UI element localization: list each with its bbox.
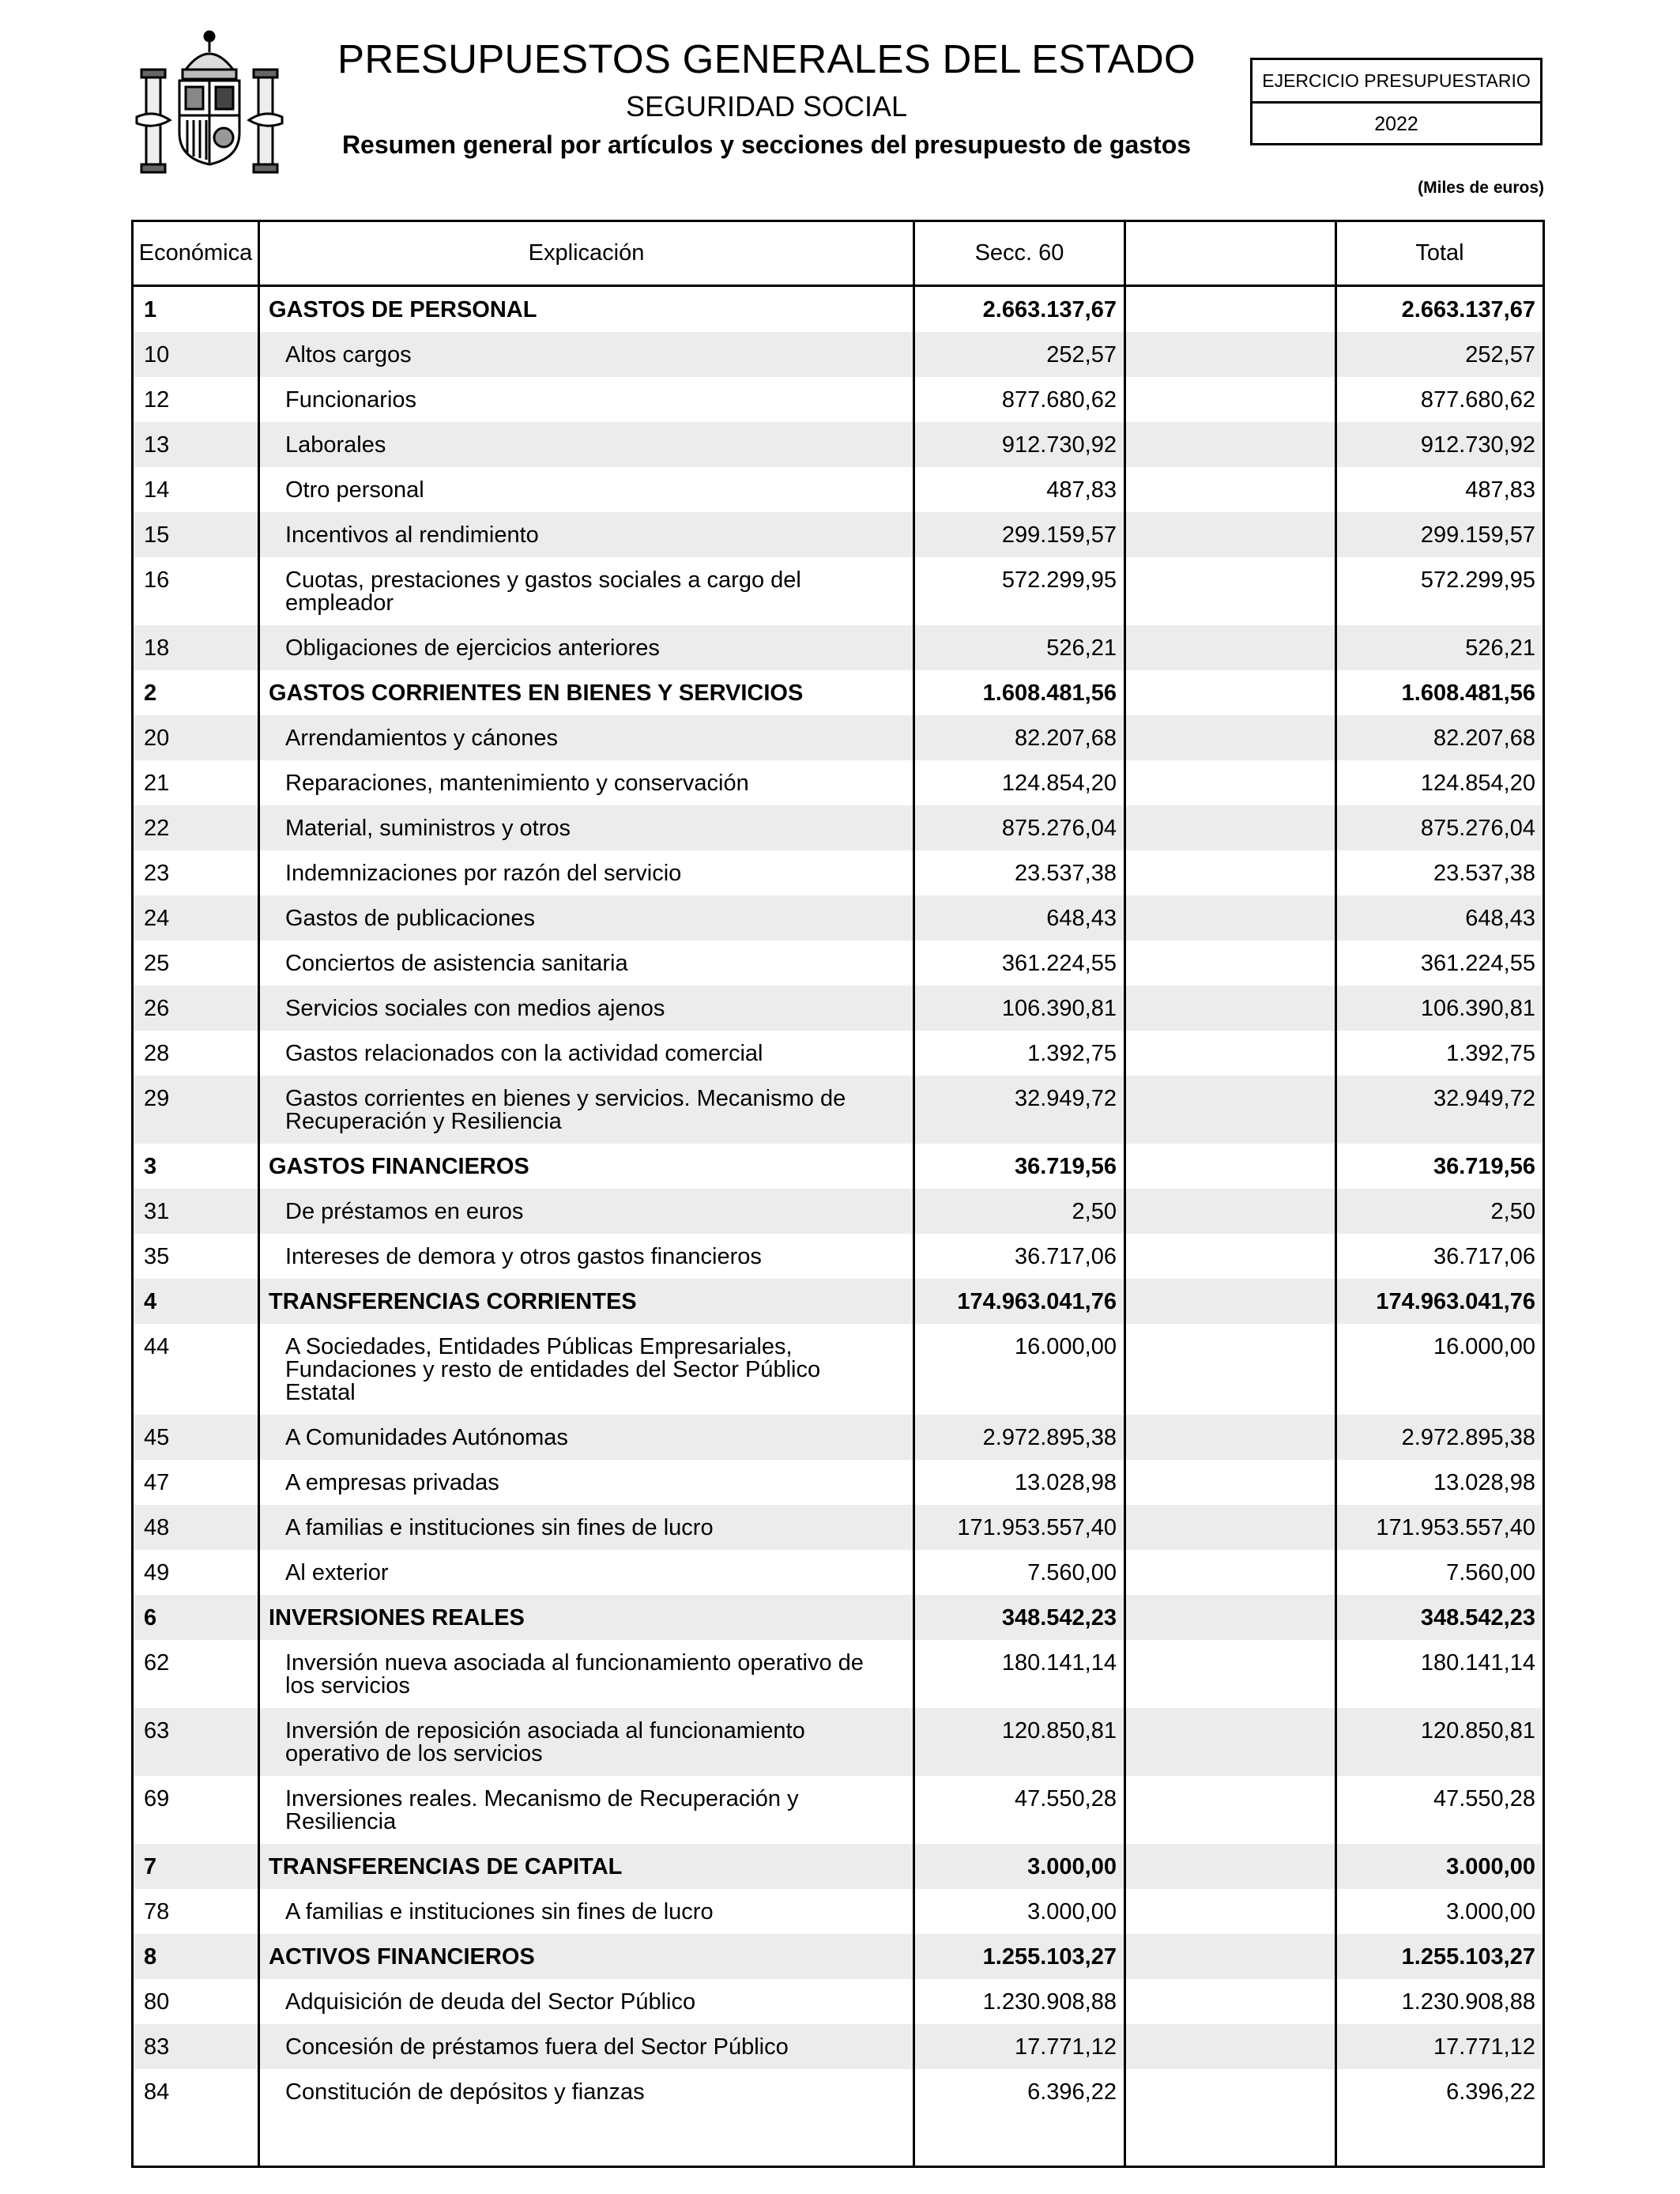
table-row: [134, 625, 1543, 670]
table-row: [134, 1324, 1543, 1415]
row-code: 78: [144, 1899, 170, 1924]
table-row-chapter: [134, 1844, 1543, 1889]
table-row: [134, 941, 1543, 986]
row-section-60-value: 6.396,22: [1027, 2079, 1117, 2105]
table-row: [134, 1640, 1543, 1708]
row-total-value: 180.141,14: [1420, 1650, 1535, 1676]
row-description: Conciertos de asistencia sanitaria: [285, 951, 628, 976]
table-row: [134, 850, 1543, 895]
row-description: Laborales: [285, 432, 386, 458]
row-code: 69: [144, 1786, 170, 1811]
row-total-value: 36.717,06: [1433, 1244, 1535, 1269]
table-row: [134, 1979, 1543, 2024]
row-total-value: 526,21: [1465, 635, 1535, 661]
row-description: INVERSIONES REALES: [269, 1605, 525, 1630]
row-section-60-value: 877.680,62: [1001, 387, 1117, 413]
row-section-60-value: 17.771,12: [1014, 2034, 1117, 2060]
table-row: [134, 805, 1543, 850]
table-row: [134, 760, 1543, 805]
row-description: Gastos corrientes en bienes y servicios. Mecanismo de Recuperación y Resiliencia: [285, 1086, 846, 1134]
row-total-value: 13.028,98: [1433, 1470, 1535, 1495]
row-total-value: 120.850,81: [1420, 1718, 1535, 1744]
row-total-value: 82.207,68: [1433, 726, 1535, 751]
row-code: 62: [144, 1650, 170, 1676]
row-total-value: 17.771,12: [1433, 2034, 1535, 2060]
row-description: Incentivos al rendimiento: [285, 522, 539, 548]
row-description: Gastos relacionados con la actividad comercial: [285, 1041, 763, 1066]
table-row-chapter: [134, 670, 1543, 715]
row-code: 25: [144, 951, 170, 976]
row-total-value: 124.854,20: [1420, 771, 1535, 796]
row-total-value: 23.537,38: [1433, 861, 1535, 886]
row-description: Adquisición de deuda del Sector Público: [285, 1989, 696, 2015]
column-divider: [1124, 222, 1126, 2166]
table-row: [134, 2069, 1543, 2114]
row-code: 45: [144, 1425, 170, 1450]
table-row: [134, 1031, 1543, 1076]
row-total-value: 2,50: [1490, 1199, 1535, 1224]
row-section-60-value: 120.850,81: [1001, 1718, 1117, 1744]
row-code: 63: [144, 1718, 170, 1744]
exercise-box: [1250, 58, 1543, 145]
row-code: 28: [144, 1041, 170, 1066]
document-header: [332, 32, 1201, 160]
row-total-value: 648,43: [1465, 906, 1535, 931]
column-header-description: Explicación: [528, 240, 645, 266]
row-section-60-value: 2,50: [1072, 1199, 1117, 1224]
table-row-chapter: [134, 1144, 1543, 1189]
row-code: 84: [144, 2079, 170, 2105]
row-code: 24: [144, 906, 170, 931]
table-row: [134, 422, 1543, 467]
row-code: 22: [144, 816, 170, 841]
row-description: Concesión de préstamos fuera del Sector Público: [285, 2034, 789, 2060]
row-section-60-value: 36.719,56: [1014, 1154, 1117, 1179]
column-header-section-60: Secc. 60: [974, 240, 1064, 266]
row-code: 35: [144, 1244, 170, 1269]
row-total-value: 252,57: [1465, 342, 1535, 368]
table-row: [134, 557, 1543, 625]
row-code: 29: [144, 1086, 170, 1111]
row-total-value: 7.560,00: [1446, 1560, 1535, 1585]
row-code: 10: [144, 342, 170, 368]
row-section-60-value: 1.255.103,27: [982, 1944, 1117, 1970]
row-section-60-value: 348.542,23: [1001, 1605, 1117, 1630]
table-row: [134, 1076, 1543, 1144]
row-total-value: 3.000,00: [1446, 1899, 1535, 1924]
row-description: Inversión nueva asociada al funcionamiento operativo de los servicios: [285, 1650, 864, 1698]
row-description: Funcionarios: [285, 387, 417, 413]
column-divider: [1335, 222, 1337, 2166]
row-description: GASTOS FINANCIEROS: [269, 1154, 529, 1179]
row-description: A Comunidades Autónomas: [285, 1425, 568, 1450]
table-row-chapter: [134, 1279, 1543, 1324]
document-description: Resumen general por artículos y secciones del presupuesto de gastos: [341, 130, 1192, 159]
row-total-value: 1.392,75: [1446, 1041, 1535, 1066]
row-section-60-value: 82.207,68: [1014, 726, 1117, 751]
row-section-60-value: 47.550,28: [1014, 1786, 1117, 1811]
coat-of-arms-logo: [130, 22, 288, 180]
row-code: 26: [144, 996, 170, 1021]
table-row-chapter: [134, 1595, 1543, 1640]
row-total-value: 912.730,92: [1420, 432, 1535, 458]
row-description: Intereses de demora y otros gastos financieros: [285, 1244, 762, 1269]
row-total-value: 877.680,62: [1420, 387, 1535, 413]
table-row: [134, 1234, 1543, 1279]
column-divider: [913, 222, 915, 2166]
row-section-60-value: 1.230.908,88: [982, 1989, 1117, 2015]
row-total-value: 36.719,56: [1433, 1154, 1535, 1179]
document-subtitle: SEGURIDAD SOCIAL: [625, 90, 908, 123]
row-code: 18: [144, 635, 170, 661]
units-note: (Miles de euros): [1418, 179, 1544, 197]
exercise-year: 2022: [1374, 113, 1418, 135]
table-row: [134, 1550, 1543, 1595]
row-section-60-value: 7.560,00: [1027, 1560, 1117, 1585]
row-code: 49: [144, 1560, 170, 1585]
row-section-60-value: 23.537,38: [1014, 861, 1117, 886]
row-section-60-value: 2.663.137,67: [982, 297, 1117, 322]
row-total-value: 1.608.481,56: [1401, 680, 1535, 706]
row-section-60-value: 174.963.041,76: [957, 1289, 1117, 1314]
row-total-value: 106.390,81: [1420, 996, 1535, 1021]
row-section-60-value: 361.224,55: [1001, 951, 1117, 976]
row-description: ACTIVOS FINANCIEROS: [269, 1944, 535, 1970]
row-description: A familias e instituciones sin fines de lucro: [285, 1515, 714, 1540]
row-section-60-value: 252,57: [1046, 342, 1117, 368]
row-section-60-value: 36.717,06: [1014, 1244, 1117, 1269]
row-description: Gastos de publicaciones: [285, 906, 535, 931]
row-description: Cuotas, prestaciones y gastos sociales a cargo del empleador: [285, 567, 801, 616]
row-description: TRANSFERENCIAS DE CAPITAL: [269, 1854, 623, 1879]
row-total-value: 174.963.041,76: [1376, 1289, 1535, 1314]
table-row: [134, 986, 1543, 1031]
table-row: [134, 1460, 1543, 1505]
row-section-60-value: 875.276,04: [1001, 816, 1117, 841]
row-description: Servicios sociales con medios ajenos: [285, 996, 665, 1021]
row-description: GASTOS DE PERSONAL: [269, 297, 537, 322]
column-divider: [258, 222, 260, 2166]
table-row: [134, 1505, 1543, 1550]
row-code: 44: [144, 1334, 170, 1359]
row-description: A Sociedades, Entidades Públicas Empresariales, Fundaciones y resto de entidades del Sector Público Estatal: [285, 1334, 821, 1405]
table-row: [134, 895, 1543, 941]
row-code: 1: [144, 297, 157, 322]
table-row: [134, 1889, 1543, 1934]
row-total-value: 32.949,72: [1433, 1086, 1535, 1111]
table-row: [134, 377, 1543, 422]
row-code: 6: [144, 1605, 157, 1630]
row-total-value: 6.396,22: [1446, 2079, 1535, 2105]
row-description: A empresas privadas: [285, 1470, 499, 1495]
row-section-60-value: 106.390,81: [1001, 996, 1117, 1021]
table-row: [134, 1189, 1543, 1234]
row-total-value: 361.224,55: [1420, 951, 1535, 976]
row-section-60-value: 124.854,20: [1001, 771, 1117, 796]
row-description: TRANSFERENCIAS CORRIENTES: [269, 1289, 637, 1314]
row-section-60-value: 572.299,95: [1001, 567, 1117, 593]
row-total-value: 487,83: [1465, 477, 1535, 503]
table-header: [134, 222, 1543, 287]
row-total-value: 2.972.895,38: [1401, 1425, 1535, 1450]
row-total-value: 348.542,23: [1420, 1605, 1535, 1630]
row-total-value: 875.276,04: [1420, 816, 1535, 841]
row-section-60-value: 16.000,00: [1014, 1334, 1117, 1359]
row-total-value: 47.550,28: [1433, 1786, 1535, 1811]
row-code: 31: [144, 1199, 170, 1224]
row-section-60-value: 3.000,00: [1027, 1899, 1117, 1924]
row-total-value: 3.000,00: [1446, 1854, 1535, 1879]
row-section-60-value: 2.972.895,38: [982, 1425, 1117, 1450]
row-code: 80: [144, 1989, 170, 2015]
row-total-value: 572.299,95: [1420, 567, 1535, 593]
row-total-value: 1.230.908,88: [1401, 1989, 1535, 2015]
row-description: Constitución de depósitos y fianzas: [285, 2079, 645, 2105]
table-row: [134, 1708, 1543, 1776]
column-header-total: Total: [1415, 240, 1464, 266]
row-code: 8: [144, 1944, 157, 1970]
row-description: Indemnizaciones por razón del servicio: [285, 861, 682, 886]
row-total-value: 2.663.137,67: [1401, 297, 1535, 322]
table-row-chapter: [134, 287, 1543, 332]
row-code: 48: [144, 1515, 170, 1540]
row-total-value: 1.255.103,27: [1401, 1944, 1535, 1970]
row-section-60-value: 1.608.481,56: [982, 680, 1117, 706]
row-section-60-value: 180.141,14: [1001, 1650, 1117, 1676]
row-section-60-value: 912.730,92: [1001, 432, 1117, 458]
row-section-60-value: 526,21: [1046, 635, 1117, 661]
row-code: 3: [144, 1154, 157, 1179]
row-description: Al exterior: [285, 1560, 389, 1585]
row-code: 23: [144, 861, 170, 886]
row-description: Material, suministros y otros: [285, 816, 571, 841]
document-title: PRESUPUESTOS GENERALES DEL ESTADO: [337, 36, 1196, 81]
row-description: Obligaciones de ejercicios anteriores: [285, 635, 660, 661]
row-code: 12: [144, 387, 170, 413]
table-row: [134, 715, 1543, 760]
row-section-60-value: 1.392,75: [1027, 1041, 1117, 1066]
row-description: De préstamos en euros: [285, 1199, 524, 1224]
column-header-code: Económica: [138, 240, 253, 266]
row-code: 20: [144, 726, 170, 751]
row-description: Reparaciones, mantenimiento y conservación: [285, 771, 749, 796]
row-total-value: 299.159,57: [1420, 522, 1535, 548]
row-code: 15: [144, 522, 170, 548]
exercise-label: EJERCICIO PRESUPUESTARIO: [1252, 60, 1540, 104]
row-description: Otro personal: [285, 477, 424, 503]
row-section-60-value: 299.159,57: [1001, 522, 1117, 548]
row-section-60-value: 487,83: [1046, 477, 1117, 503]
row-description: Inversiones reales. Mecanismo de Recuperación y Resiliencia: [285, 1786, 799, 1834]
row-description: A familias e instituciones sin fines de lucro: [285, 1899, 714, 1924]
column-header-blank: [1126, 222, 1335, 285]
row-section-60-value: 648,43: [1046, 906, 1117, 931]
table-body: [134, 287, 1543, 2114]
row-code: 13: [144, 432, 170, 458]
row-code: 21: [144, 771, 170, 796]
table-row: [134, 1415, 1543, 1460]
row-total-value: 16.000,00: [1433, 1334, 1535, 1359]
row-code: 7: [144, 1854, 157, 1879]
row-description: Altos cargos: [285, 342, 412, 368]
row-section-60-value: 32.949,72: [1014, 1086, 1117, 1111]
row-description: GASTOS CORRIENTES EN BIENES Y SERVICIOS: [269, 680, 804, 706]
row-code: 14: [144, 477, 170, 503]
row-section-60-value: 3.000,00: [1027, 1854, 1117, 1879]
row-section-60-value: 171.953.557,40: [957, 1515, 1117, 1540]
table-row-chapter: [134, 1934, 1543, 1979]
row-code: 4: [144, 1289, 157, 1314]
row-code: 47: [144, 1470, 170, 1495]
table-row: [134, 1776, 1543, 1844]
table-row: [134, 2024, 1543, 2069]
row-total-value: 171.953.557,40: [1376, 1515, 1535, 1540]
row-section-60-value: 13.028,98: [1014, 1470, 1117, 1495]
table-row: [134, 332, 1543, 377]
table-row: [134, 512, 1543, 557]
table-row: [134, 467, 1543, 512]
row-code: 83: [144, 2034, 170, 2060]
budget-table: [131, 220, 1545, 2168]
row-description: Inversión de reposición asociada al funcionamiento operativo de los servicios: [285, 1718, 805, 1766]
row-code: 2: [144, 680, 157, 706]
row-description: Arrendamientos y cánones: [285, 726, 558, 751]
row-code: 16: [144, 567, 170, 593]
